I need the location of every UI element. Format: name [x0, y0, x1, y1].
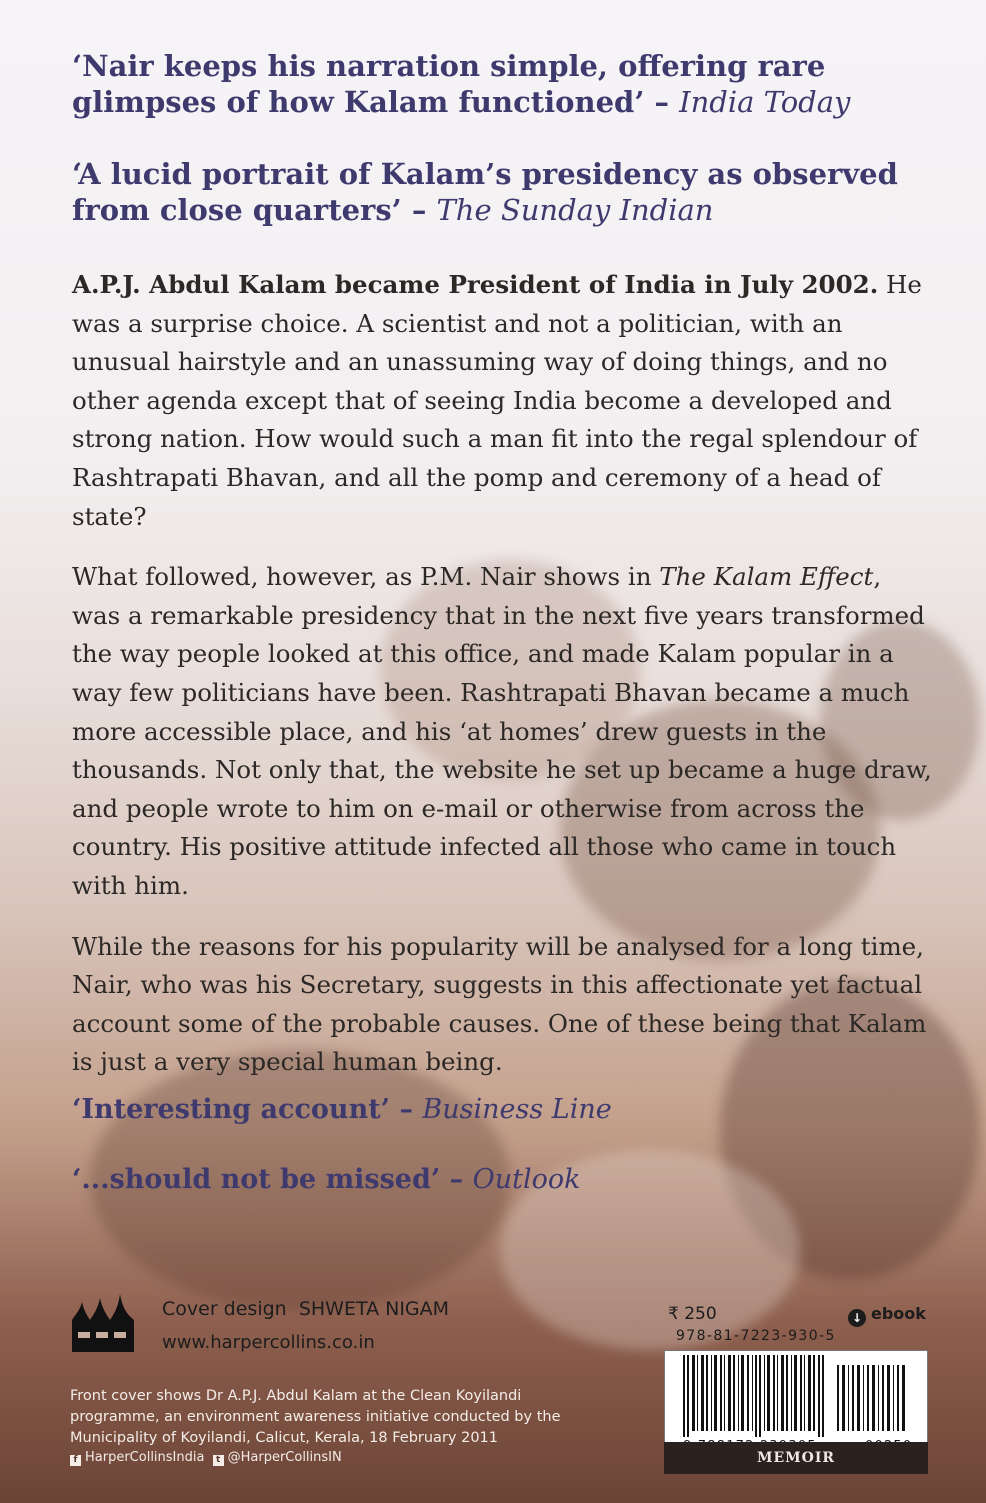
facebook-handle[interactable]: HarperCollinsIndia	[85, 1450, 205, 1465]
isbn-number: 978-81-7223-930-5	[676, 1328, 836, 1344]
social-links	[70, 1450, 346, 1466]
publisher-logo-icon	[70, 1292, 136, 1354]
cover-caption: Front cover shows Dr A.P.J. Abdul Kalam at the Clean Koyilandi programme, an environment awareness initiative conducted by the Municipality of Koyilandi, Calicut, Kerala, 18 February 2011	[70, 1388, 561, 1446]
facebook-icon: f	[70, 1455, 81, 1466]
ebook-label: ebook	[871, 1304, 926, 1323]
quote-text: ‘A lucid portrait of Kalam’s presidency as observed from close quarters’ –	[72, 157, 898, 227]
blurb-lead: A.P.J. Abdul Kalam became President of India in July 2002.	[72, 270, 879, 299]
price-label: ₹ 250	[668, 1304, 717, 1324]
design-label: Cover design	[162, 1298, 287, 1320]
ebook-badge	[848, 1304, 926, 1327]
quote-source: Business Line	[422, 1094, 612, 1125]
blurb	[72, 266, 932, 1082]
designer-name: SHWETA NIGAM	[298, 1298, 450, 1320]
blurb-p3: While the reasons for his popularity will be analysed for a long time, Nair, who was his Secretary, suggests in this affectionate yet factual account some of the probable causes. One of these being that Kalam is just a very special human being.	[72, 931, 927, 1077]
barcode-bars-icon	[681, 1351, 911, 1437]
review-quote-business-line	[72, 1092, 612, 1128]
quote-text: ‘...should not be missed’ –	[72, 1164, 464, 1195]
book-title: The Kalam Effect	[659, 562, 874, 592]
blurb-paragraph-3	[72, 928, 932, 1082]
blurb-p2-end: , was a remarkable presidency that in the next five years transformed the way people looked at this office, and made Kalam popular in a way few politicians have been. Rashtrapati Bhavan became a much more accessible place, and his ‘at homes’ drew guests in the thousands. Not only that, the website he set up became a huge draw, and people wrote to him on e-mail or otherwise from across the country. His positive attitude infected all those who came in touch with him.	[72, 562, 932, 900]
blurb-paragraph-2	[72, 558, 932, 905]
quote-text: ‘Interesting account’ –	[72, 1094, 413, 1125]
blurb-p2-start: What followed, however, as P.M. Nair shows in	[72, 562, 652, 592]
blurb-p1: He was a surprise choice. A scientist and not a politician, with an unusual hairstyle and an unassuming way of doing things, and no other agenda except that of seeing India become a developed and strong nation. How would such a man fit into the regal splendour of Rashtrapati Bhavan, and all the pomp and ceremony of a head of state?	[72, 270, 922, 531]
download-icon: ↓	[848, 1309, 866, 1327]
quote-source: Outlook	[472, 1164, 581, 1195]
twitter-icon: t	[213, 1455, 224, 1466]
quote-source: The Sunday Indian	[436, 193, 714, 227]
review-quote-outlook	[72, 1162, 580, 1198]
review-quote-india-today	[72, 48, 932, 120]
cover-design-credit	[162, 1298, 449, 1320]
twitter-handle[interactable]: @HarperCollinsIN	[227, 1450, 342, 1465]
blurb-paragraph-1	[72, 266, 932, 536]
quote-text: ‘Nair keeps his narration simple, offering rare glimpses of how Kalam functioned’ –	[72, 49, 826, 119]
quote-source: India Today	[679, 85, 851, 119]
publisher-website[interactable]: www.harpercollins.co.in	[162, 1332, 375, 1353]
review-quote-sunday-indian	[72, 156, 932, 228]
genre-label: MEMOIR	[664, 1442, 928, 1474]
cover-footer	[0, 1280, 986, 1503]
